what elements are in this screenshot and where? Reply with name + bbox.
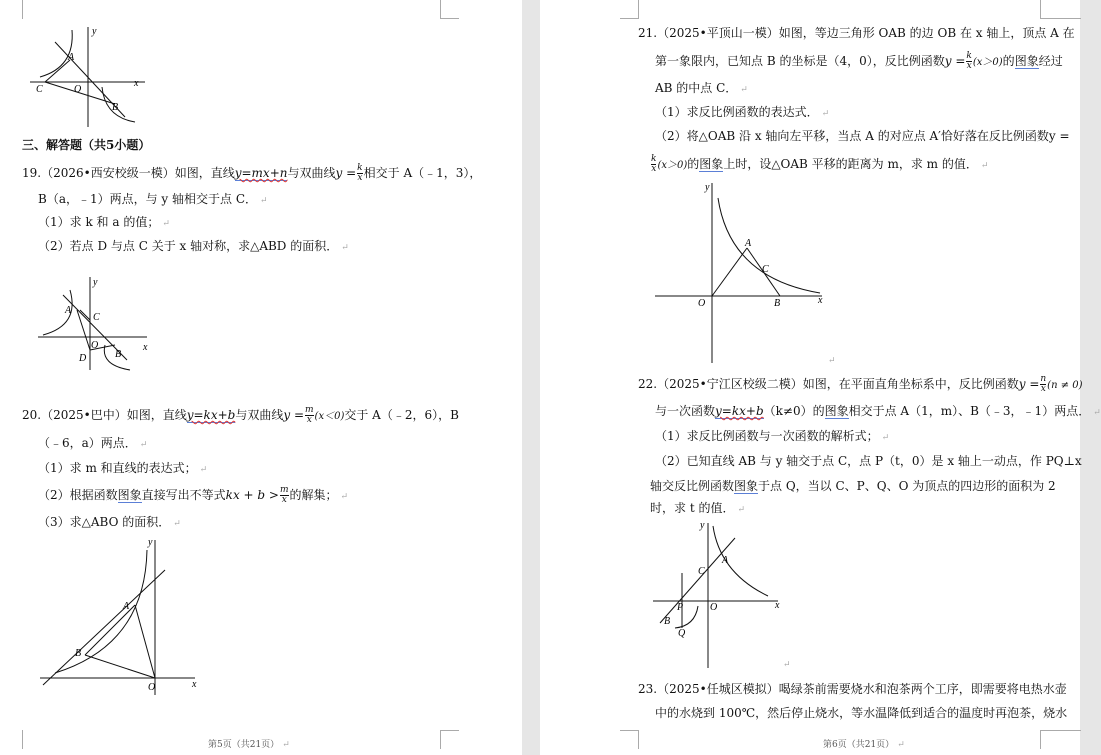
label-o: O — [148, 682, 156, 693]
label-c: C — [36, 84, 43, 95]
paragraph-mark: ↵ — [828, 356, 836, 366]
figure-q21 — [650, 178, 840, 368]
question-19-line-2: B（a，﹣1）两点，与 y 轴相交于点 C． ↵ — [38, 192, 268, 206]
question-21-part-1: （1）求反比例函数的表达式． ↵ — [655, 105, 830, 119]
label-o: O — [91, 340, 99, 351]
fraction: $\frac{m}{x}$ — [305, 405, 314, 425]
label-b: B — [115, 349, 122, 360]
label-y: y — [700, 520, 705, 531]
label-a: A — [745, 238, 752, 249]
label-x: x — [192, 679, 197, 690]
margin-corner — [1040, 0, 1081, 19]
margin-corner — [620, 730, 639, 749]
figure-q19 — [35, 275, 165, 375]
text: （2026•西安校级一模）如图，直线 — [41, 166, 235, 180]
margin-corner — [1040, 730, 1081, 749]
label-o: O — [74, 84, 82, 95]
label-o: O — [710, 602, 718, 613]
label-o: O — [698, 298, 706, 309]
question-19-line-1 — [22, 164, 481, 183]
page-5 — [0, 0, 522, 755]
question-number: 19. — [22, 166, 42, 180]
figure-q20 — [35, 535, 215, 700]
label-d: D — [79, 353, 87, 364]
question-20-line-2: （﹣6，a）两点． ↵ — [38, 436, 148, 450]
section-heading: 三、解答题（共5小题） — [22, 138, 151, 152]
question-22-line-2: 与一次函数y=kx+b（k≠0）的图象相交于点 A（1，m）、B（﹣3，﹣1）两点． ↵ — [655, 404, 1101, 418]
question-23-line-2: 中的水烧到 100℃，然后停止烧水，等水温降低到适合的温度时再泡茶，烧水 — [655, 706, 1068, 720]
label-a: A — [123, 601, 130, 612]
label-x: x — [143, 342, 148, 353]
label-a: A — [68, 52, 75, 63]
label-q: Q — [678, 628, 686, 639]
figure-q18 — [30, 22, 150, 132]
question-23-line-1: 23.（2025•任城区模拟）喝绿茶前需要烧水和泡茶两个工序，即需要将电热水壶 — [638, 682, 1067, 696]
margin-corner — [620, 0, 639, 19]
label-p: P — [677, 602, 684, 613]
equation: y=mx+n — [234, 166, 288, 180]
segment — [45, 60, 70, 82]
label-x: x — [818, 295, 823, 306]
label-a: A — [722, 555, 729, 566]
question-22-line-1: 22.（2025•宁江区校级二模）如图，在平面直角坐标系中，反比例函数y = $\frac{n}{x}$ (n ≠ 0) — [638, 374, 1083, 394]
question-21-line-6: $\frac{k}{x}$ (x＞0)的图象上时，设△OAB 平移的距离为 m，求 m 的值． ↵ — [651, 154, 989, 174]
label-y: y — [92, 26, 97, 37]
question-21-line-3: AB 的中点 C． ↵ — [655, 81, 748, 95]
label-c: C — [762, 264, 769, 275]
question-20-part-2: （2）根据函数图象直接写出不等式kx + b > $\frac{m}{x}$ 的解集； ↵ — [38, 485, 349, 505]
question-19-part-2: （2）若点 D 与点 C 关于 x 轴对称，求△ABD 的面积． ↵ — [38, 239, 349, 253]
label-b: B — [112, 102, 119, 113]
question-22-part-2: （2）已知直线 AB 与 y 轴交于点 C，点 P（t，0）是 x 轴上一动点，作 PQ⊥x — [655, 454, 1082, 468]
margin-corner — [22, 730, 23, 749]
margin-corner — [440, 0, 459, 19]
question-19-part-1: （1）求 k 和 a 的值； ↵ — [38, 215, 170, 229]
figure-q22 — [650, 518, 790, 673]
page-footer: 第5页（共21页） ↵ — [208, 740, 290, 750]
label-c: C — [698, 566, 705, 577]
label-b: B — [774, 298, 781, 309]
question-22-line-5: 轴交反比例函数图象于点 Q，当以 C、P、Q、O 为顶点的四边形的面积为 2 — [650, 479, 1056, 493]
page-6 — [540, 0, 1101, 755]
text: 与双曲线 — [287, 166, 336, 180]
question-20-part-3: （3）求△ABO 的面积． ↵ — [38, 515, 181, 529]
label-x: x — [134, 78, 139, 89]
question-21-line-2: 第一象限内，已知点 B 的坐标是（4，0），反比例函数y = $\frac{k}{x}$ (x＞0)的图象经过 — [655, 51, 1063, 71]
equation: y=kx+b — [186, 408, 236, 422]
question-20-line-1: 20.（2025•巴中）如图，直线y=kx+b与双曲线y = $\frac{m}{x}$ (x＜0)交于 A（﹣2，6），B — [22, 405, 459, 425]
label-x: x — [775, 600, 780, 611]
label-b: B — [664, 616, 671, 627]
label-y: y — [93, 277, 98, 288]
question-21-line-1: 21.（2025•平顶山一模）如图，等边三角形 OAB 的边 OB 在 x 轴上，顶点 A 在 — [638, 26, 1075, 40]
margin-corner — [22, 0, 23, 19]
margin-corner — [440, 730, 459, 749]
label-b: B — [75, 648, 82, 659]
label-c: C — [93, 312, 100, 323]
label-y: y — [705, 182, 710, 193]
fraction: $\frac{k}{x}$ — [357, 163, 363, 183]
text: 相交于 A（﹣1，3）， — [363, 166, 482, 180]
question-22-part-1: （1）求反比例函数与一次函数的解析式； ↵ — [655, 429, 890, 443]
question-21-part-2: （2）将△OAB 沿 x 轴向左平移，当点 A 的对应点 A′恰好落在反比例函数y = — [655, 129, 1070, 143]
label-a: A — [65, 305, 72, 316]
paragraph-mark: ↵ — [783, 660, 791, 670]
question-22-line-6: 时，求 t 的值． ↵ — [650, 501, 745, 515]
question-20-part-1: （1）求 m 和直线的表达式； ↵ — [38, 461, 208, 475]
page-footer: 第6页（共21页） ↵ — [823, 740, 905, 750]
hyperbola-branch — [102, 87, 135, 122]
math: y = — [335, 166, 357, 180]
label-y: y — [148, 537, 153, 548]
